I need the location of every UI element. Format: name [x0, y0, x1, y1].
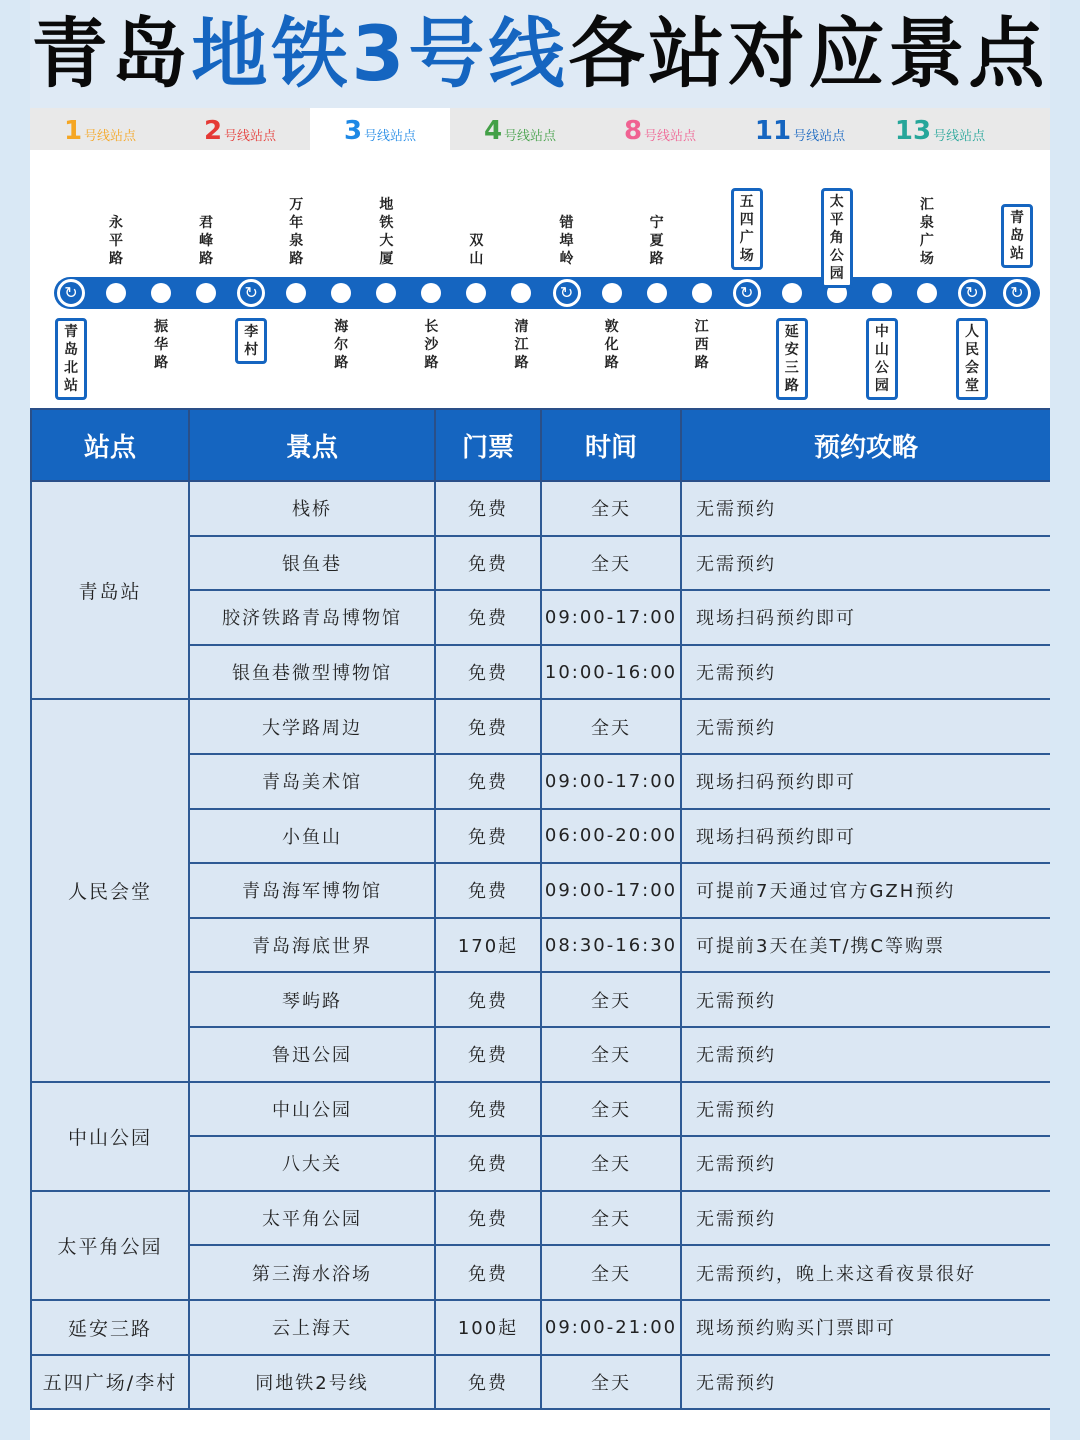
station-label[interactable]: 永平路 [109, 215, 124, 267]
tab-number: 1 [63, 116, 83, 146]
tab-suffix: 号线站点 [364, 129, 417, 144]
time-cell: 全天 [541, 481, 681, 536]
header-attraction: 景点 [189, 409, 435, 481]
booking-cell: 无需预约 [681, 1082, 1050, 1137]
header-ticket: 门票 [435, 409, 541, 481]
station-dot[interactable] [872, 283, 892, 303]
station-label[interactable]: 五四广场 [731, 188, 763, 270]
station-label[interactable]: 清江路 [514, 319, 529, 371]
booking-cell: 无需预约 [681, 972, 1050, 1027]
station-label[interactable]: 双山 [469, 233, 484, 267]
tab-line-8[interactable] [590, 108, 730, 150]
attraction-cell: 云上海天 [189, 1300, 435, 1355]
title-part-topic: 各站对应景点 [568, 9, 1049, 98]
attraction-cell: 青岛海底世界 [189, 918, 435, 973]
attraction-cell: 琴屿路 [189, 972, 435, 1027]
station-cell: 中山公园 [31, 1082, 189, 1191]
attraction-cell: 银鱼巷微型博物馆 [189, 645, 435, 700]
ticket-cell: 免费 [435, 809, 541, 864]
booking-cell: 无需预约 [681, 1136, 1050, 1191]
transfer-station-icon[interactable]: ↻ [237, 279, 265, 307]
booking-cell: 无需预约 [681, 699, 1050, 754]
time-cell: 全天 [541, 1355, 681, 1410]
time-cell: 08:30-16:30 [541, 918, 681, 973]
page-title [31, 9, 1049, 98]
booking-cell: 现场扫码预约即可 [681, 809, 1050, 864]
station-dot[interactable] [782, 283, 802, 303]
attraction-cell: 大学路周边 [189, 699, 435, 754]
line-map [30, 150, 1050, 408]
tab-suffix: 号线站点 [84, 129, 137, 144]
ticket-cell: 免费 [435, 1136, 541, 1191]
table-row [31, 481, 1050, 536]
station-label[interactable]: 万年泉路 [289, 197, 304, 267]
time-cell: 06:00-20:00 [541, 809, 681, 864]
time-cell: 全天 [541, 1027, 681, 1082]
booking-cell: 无需预约 [681, 481, 1050, 536]
tab-suffix: 号线站点 [933, 129, 986, 144]
tab-line-13[interactable] [870, 108, 1010, 150]
time-cell: 全天 [541, 1136, 681, 1191]
attraction-cell: 青岛美术馆 [189, 754, 435, 809]
ticket-cell: 免费 [435, 1191, 541, 1246]
tab-suffix: 号线站点 [224, 129, 277, 144]
time-cell: 09:00-17:00 [541, 754, 681, 809]
transfer-station-icon[interactable]: ↻ [1003, 279, 1031, 307]
time-cell: 10:00-16:00 [541, 645, 681, 700]
attraction-cell: 银鱼巷 [189, 536, 435, 591]
transfer-station-icon[interactable]: ↻ [958, 279, 986, 307]
tab-line-3[interactable] [310, 108, 450, 150]
station-cell: 五四广场/李村 [31, 1355, 189, 1410]
attraction-cell: 第三海水浴场 [189, 1245, 435, 1300]
tab-suffix: 号线站点 [793, 129, 846, 144]
table-header-row [31, 409, 1050, 481]
station-label[interactable]: 宁夏路 [649, 215, 664, 267]
booking-cell: 现场预约购买门票即可 [681, 1300, 1050, 1355]
station-label[interactable]: 延安三路 [776, 318, 808, 400]
station-dot[interactable] [917, 283, 937, 303]
time-cell: 09:00-17:00 [541, 590, 681, 645]
station-label[interactable]: 君峰路 [199, 215, 214, 267]
ticket-cell: 免费 [435, 1027, 541, 1082]
time-cell: 全天 [541, 1191, 681, 1246]
ticket-cell: 免费 [435, 645, 541, 700]
ticket-cell: 免费 [435, 863, 541, 918]
station-dot[interactable] [647, 283, 667, 303]
booking-cell: 可提前3天在美T/携C等购票 [681, 918, 1050, 973]
booking-cell: 无需预约 [681, 1027, 1050, 1082]
attraction-cell: 青岛海军博物馆 [189, 863, 435, 918]
tab-number: 3 [343, 116, 363, 146]
booking-cell: 无需预约 [681, 1355, 1050, 1410]
time-cell: 全天 [541, 699, 681, 754]
tab-suffix: 号线站点 [644, 129, 697, 144]
station-dot[interactable] [151, 283, 171, 303]
ticket-cell: 170起 [435, 918, 541, 973]
tab-line-11[interactable] [730, 108, 870, 150]
station-label[interactable]: 江西路 [694, 319, 709, 371]
tab-line-1[interactable] [30, 108, 170, 150]
transfer-station-icon[interactable]: ↻ [733, 279, 761, 307]
table-row [31, 1355, 1050, 1410]
tab-number: 11 [754, 116, 792, 146]
time-cell: 全天 [541, 1245, 681, 1300]
station-cell: 人民会堂 [31, 699, 189, 1081]
ticket-cell: 免费 [435, 1082, 541, 1137]
station-label[interactable]: 错埠岭 [559, 215, 574, 267]
tab-line-2[interactable] [170, 108, 310, 150]
ticket-cell: 免费 [435, 1355, 541, 1410]
station-cell: 延安三路 [31, 1300, 189, 1355]
time-cell: 全天 [541, 536, 681, 591]
ticket-cell: 100起 [435, 1300, 541, 1355]
tab-suffix: 号线站点 [504, 129, 557, 144]
header-station: 站点 [31, 409, 189, 481]
booking-cell: 可提前7天通过官方GZH预约 [681, 863, 1050, 918]
table-row [31, 1082, 1050, 1137]
ticket-cell: 免费 [435, 590, 541, 645]
station-dot[interactable] [196, 283, 216, 303]
attraction-cell: 同地铁2号线 [189, 1355, 435, 1410]
attraction-cell: 中山公园 [189, 1082, 435, 1137]
station-label[interactable]: 长沙路 [424, 319, 439, 371]
title-part-line: 地铁3号线 [191, 9, 569, 98]
station-label[interactable]: 振华路 [154, 319, 169, 371]
booking-cell: 现场扫码预约即可 [681, 590, 1050, 645]
time-cell: 全天 [541, 972, 681, 1027]
time-cell: 09:00-17:00 [541, 863, 681, 918]
station-label[interactable]: 海尔路 [334, 319, 349, 371]
table-row [31, 699, 1050, 754]
station-label[interactable]: 青岛站 [1001, 204, 1033, 268]
attraction-cell: 栈桥 [189, 481, 435, 536]
station-label[interactable]: 太平角公园 [821, 188, 853, 288]
tab-number: 4 [483, 116, 503, 146]
station-cell: 太平角公园 [31, 1191, 189, 1300]
time-cell: 09:00-21:00 [541, 1300, 681, 1355]
ticket-cell: 免费 [435, 754, 541, 809]
table-row [31, 1191, 1050, 1246]
tab-number: 8 [623, 116, 643, 146]
station-label[interactable]: 李村 [235, 318, 267, 364]
station-label[interactable]: 中山公园 [866, 318, 898, 400]
tab-number: 2 [203, 116, 223, 146]
station-label[interactable]: 汇泉广场 [919, 197, 934, 267]
booking-cell: 无需预约 [681, 645, 1050, 700]
attraction-cell: 八大关 [189, 1136, 435, 1191]
infographic-page [30, 0, 1050, 1440]
booking-cell: 无需预约 [681, 1191, 1050, 1246]
ticket-cell: 免费 [435, 481, 541, 536]
table-row [31, 1300, 1050, 1355]
booking-cell: 无需预约 [681, 536, 1050, 591]
station-label[interactable]: 人民会堂 [956, 318, 988, 400]
tab-number: 13 [894, 116, 932, 146]
transfer-station-icon[interactable]: ↻ [57, 279, 85, 307]
booking-cell: 无需预约，晚上来这看夜景很好 [681, 1245, 1050, 1300]
station-label[interactable]: 敦化路 [604, 319, 619, 371]
title-bar [30, 0, 1050, 108]
ticket-cell: 免费 [435, 1245, 541, 1300]
attraction-cell: 鲁迅公园 [189, 1027, 435, 1082]
station-dot[interactable] [602, 283, 622, 303]
transfer-station-icon[interactable]: ↻ [553, 279, 581, 307]
header-booking: 预约攻略 [681, 409, 1050, 481]
station-dot[interactable] [692, 283, 712, 303]
time-cell: 全天 [541, 1082, 681, 1137]
ticket-cell: 免费 [435, 699, 541, 754]
attractions-table [30, 408, 1050, 1410]
title-part-city: 青岛 [31, 9, 192, 98]
station-label[interactable]: 青岛北站 [55, 318, 87, 400]
station-label[interactable]: 地铁大厦 [379, 197, 394, 267]
tab-line-4[interactable] [450, 108, 590, 150]
ticket-cell: 免费 [435, 972, 541, 1027]
line-tabs [30, 108, 1050, 150]
booking-cell: 现场扫码预约即可 [681, 754, 1050, 809]
attraction-cell: 太平角公园 [189, 1191, 435, 1246]
station-dot[interactable] [106, 283, 126, 303]
attraction-cell: 小鱼山 [189, 809, 435, 864]
header-time: 时间 [541, 409, 681, 481]
station-cell: 青岛站 [31, 481, 189, 699]
attraction-cell: 胶济铁路青岛博物馆 [189, 590, 435, 645]
ticket-cell: 免费 [435, 536, 541, 591]
